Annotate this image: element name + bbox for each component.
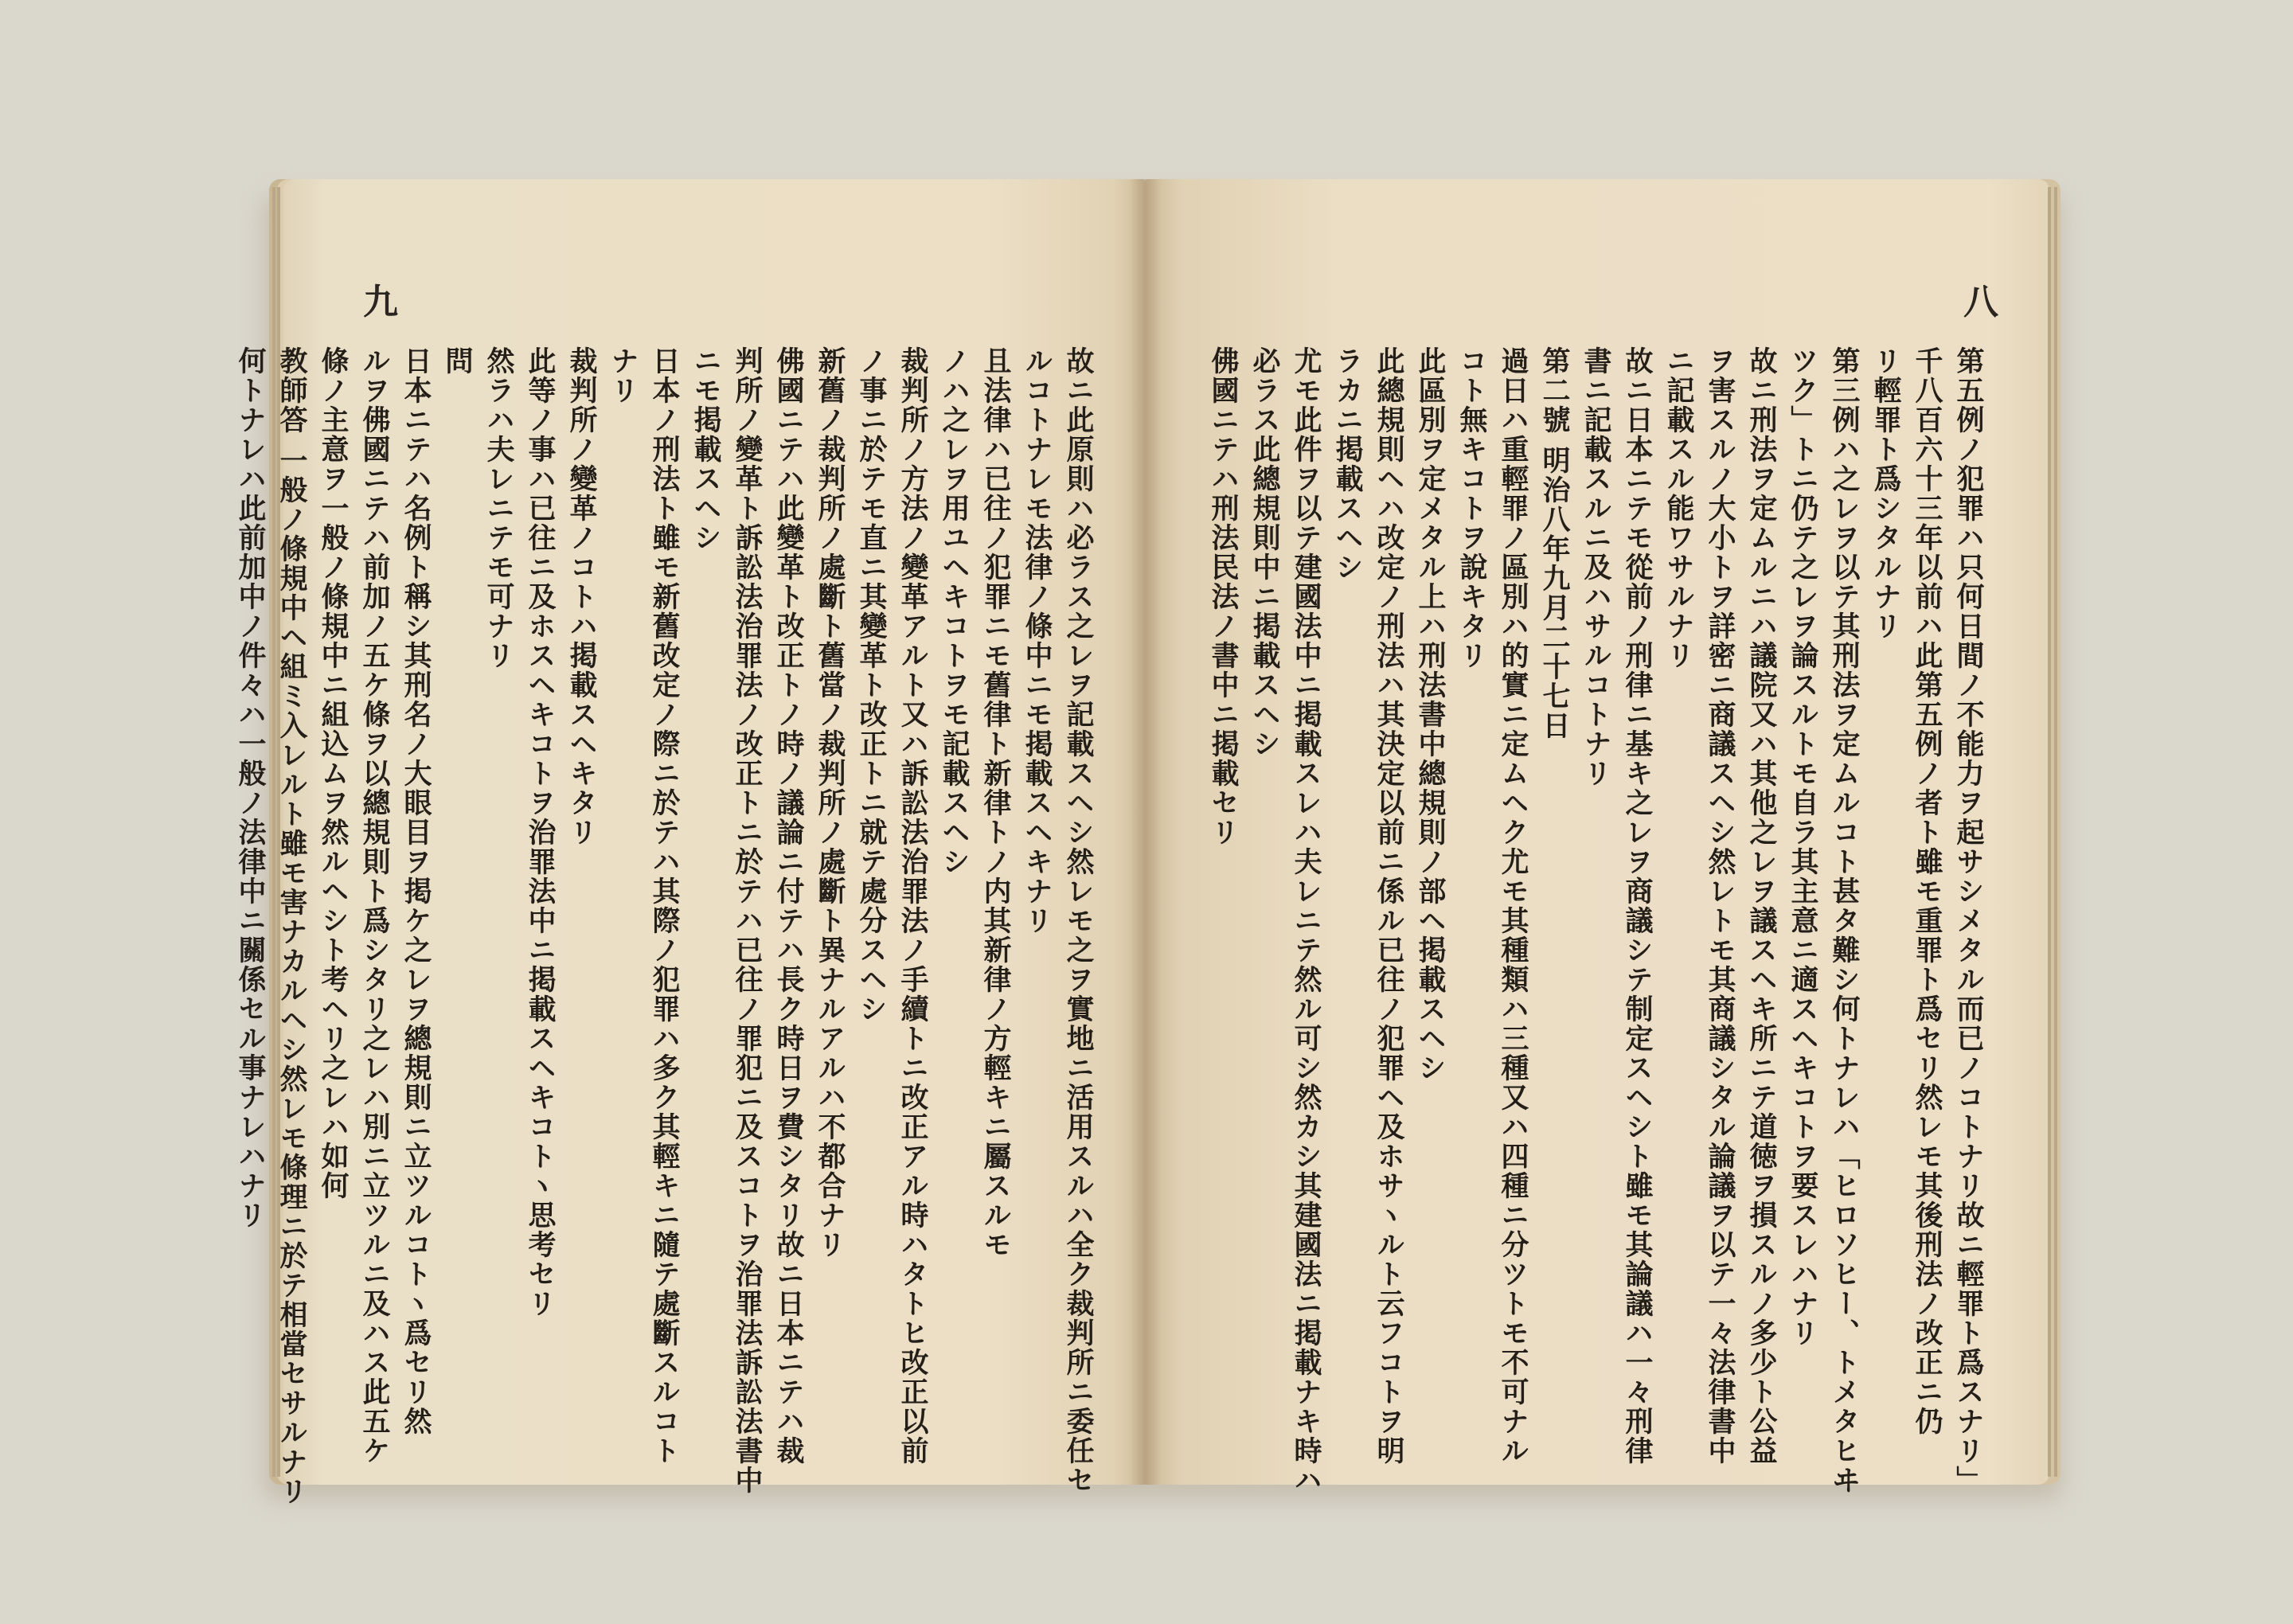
text-line: 故ニ日本ニテモ從前ノ刑律ニ基キ之レヲ商議シテ制定スヘシト雖モ其論議ハ一々刑律 [1621, 346, 1653, 1466]
text-line: 故ニ刑法ヲ定ムルニハ議院又ハ其他之レヲ議スヘキ所ニテ道徳ヲ損スルノ多少ト公益 [1745, 346, 1777, 1466]
open-book [234, 179, 2061, 1507]
text-line: 第三例ハ之レヲ以テ其刑法ヲ定ムルコト甚タ難シ何トナレハ「ヒロソヒー、トメタヒヰ [1828, 346, 1860, 1495]
text-line: 問 [441, 346, 473, 376]
text-line: リ輕罪ト爲シタルナリ [1869, 346, 1901, 641]
book-gutter [1129, 179, 1161, 1485]
text-line: 裁判所ノ變革ノコトハ掲載スヘキタリ [565, 346, 597, 847]
text-line: ヲ害スルノ大小トヲ詳密ニ商議スヘシ然レトモ其商議シタル論議ヲ以テ一々法律書中 [1704, 346, 1736, 1466]
text-line: ルコトナレモ法律ノ條中ニモ掲載スヘキナリ [1021, 346, 1053, 935]
text-line: 裁判所ノ方法ノ變革アルト又ハ訴訟法治罪法ノ手續トニ改正アル時ハタトヒ改正以前 [896, 346, 928, 1466]
text-line: 何トナレハ此前加中ノ件々ハ一般ノ法律中ニ關係セル事ナレハナリ [234, 346, 266, 1230]
text-line: 必ラス此總規則中ニ掲載スヘシ [1248, 346, 1280, 759]
text-line: 教師答 一般ノ條規中ヘ組ミ入レルト雖モ害ナカルヘシ然レモ條理ニ於テ相當セサルナリ [275, 346, 307, 1507]
text-line: 然ラハ夫レニテモ可ナリ [482, 346, 514, 670]
text-line: ラカニ掲載スヘシ [1331, 346, 1363, 582]
text-line: ニモ掲載スヘシ [689, 346, 721, 552]
text-line: 日本ノ刑法ト雖モ新舊改定ノ際ニ於テハ其際ノ犯罪ハ多ク其輕キニ隨テ處斷スルコト [648, 346, 680, 1466]
text-line: 判所ノ變革ト訴訟法治罪法ノ改正トニ於テハ已往ノ罪犯ニ及スコトヲ治罪法訴訟法書中 [731, 346, 763, 1495]
text-line: ニ記載スル能ワサルナリ [1662, 346, 1694, 670]
text-line: 第五例ノ犯罪ハ只何日間ノ不能力ヲ起サシメタル而已ノコトナリ故ニ輕罪ト爲スナリ」 [1952, 346, 1984, 1495]
page-edge [2054, 187, 2057, 1477]
text-line: 此區別ヲ定メタル上ハ刑法書中總規則ノ部ヘ掲載スヘシ [1414, 346, 1446, 1083]
text-line: コト無キコトヲ說キタリ [1455, 346, 1487, 670]
text-line: 過日ハ重輕罪ノ區別ハ的實ニ定ムヘク尤モ其種類ハ三種又ハ四種ニ分ツトモ不可ナル [1497, 346, 1529, 1466]
text-line: ナリ [607, 346, 639, 405]
right-page-text [1193, 346, 1989, 1495]
text-line: 此等ノ事ハ已往ニ及ホスヘキコトヲ治罪法中ニ掲載スヘキコトヽ思考セリ [524, 346, 556, 1318]
text-line: 此總規則ヘハ改定ノ刑法ハ其決定以前ニ係ル已往ノ犯罪ヘ及ホサヽルト云フコトヲ明 [1373, 346, 1404, 1466]
page-edge [2048, 187, 2051, 1477]
text-line: 佛國ニテハ此變革ト改正トノ時ノ議論ニ付テハ長ク時日ヲ費シタリ故ニ日本ニテハ裁 [772, 346, 804, 1466]
text-line: 尤モ此件ヲ以テ建國法中ニ掲載スレハ夫レニテ然ル可シ然カシ其建國法ニ掲載ナキ時ハ [1290, 346, 1322, 1495]
text-line: 千八百六十三年以前ハ此第五例ノ者ト雖モ重罪ト爲セリ然レモ其後刑法ノ改正ニ仍 [1911, 346, 1943, 1436]
text-line: ルヲ佛國ニテハ前加ノ五ケ條ヲ以總規則ト爲シタリ之レハ別ニ立ツルニ及ハス此五ケ [358, 346, 390, 1466]
text-line: ノ事ニ於テモ直ニ其變革ト改正トニ就テ處分スヘシ [855, 346, 887, 1024]
page-number: 八 [1963, 282, 1998, 322]
text-line: 佛國ニテハ刑法民法ノ書中ニ掲載セリ [1207, 346, 1239, 847]
text-line: 條ノ主意ヲ一般ノ條規中ニ組込ムヲ然ルヘシト考ヘリ之レハ如何 [317, 346, 349, 1200]
page-number: 九 [363, 282, 398, 322]
text-line: 新舊ノ裁判所ノ處斷ト舊當ノ裁判所ノ處斷ト異ナルアルハ不都合ナリ [814, 346, 846, 1259]
text-line: ツク」トニ仍テ之レヲ論スルトモ自ラ其主意ニ適スヘキコトヲ要スレハナリ [1787, 346, 1818, 1348]
text-line: 日本ニテハ名例ト稱シ其刑名ノ大眼目ヲ掲ケ之レヲ總規則ニ立ツルコトヽ爲セリ然 [400, 346, 432, 1436]
left-page [234, 179, 1145, 1507]
left-page-text [234, 346, 1099, 1507]
text-line: 第二號 明治八年九月二十七日 [1538, 346, 1570, 741]
text-line: 書ニ記載スルニ及ハサルコトナリ [1580, 346, 1611, 788]
text-line: ノハ之レヲ用ユヘキコトヲモ記載スヘシ [938, 346, 970, 876]
text-line: 且法律ハ已往ノ犯罪ニモ舊律ト新律トノ内其新律ノ方輕キニ屬スルモ [979, 346, 1011, 1259]
text-line: 故ニ此原則ハ必ラス之レヲ記載スヘシ然レモ之ヲ實地ニ活用スルハ全ク裁判所ニ委任セ [1062, 346, 1094, 1495]
right-page [1145, 179, 2061, 1495]
